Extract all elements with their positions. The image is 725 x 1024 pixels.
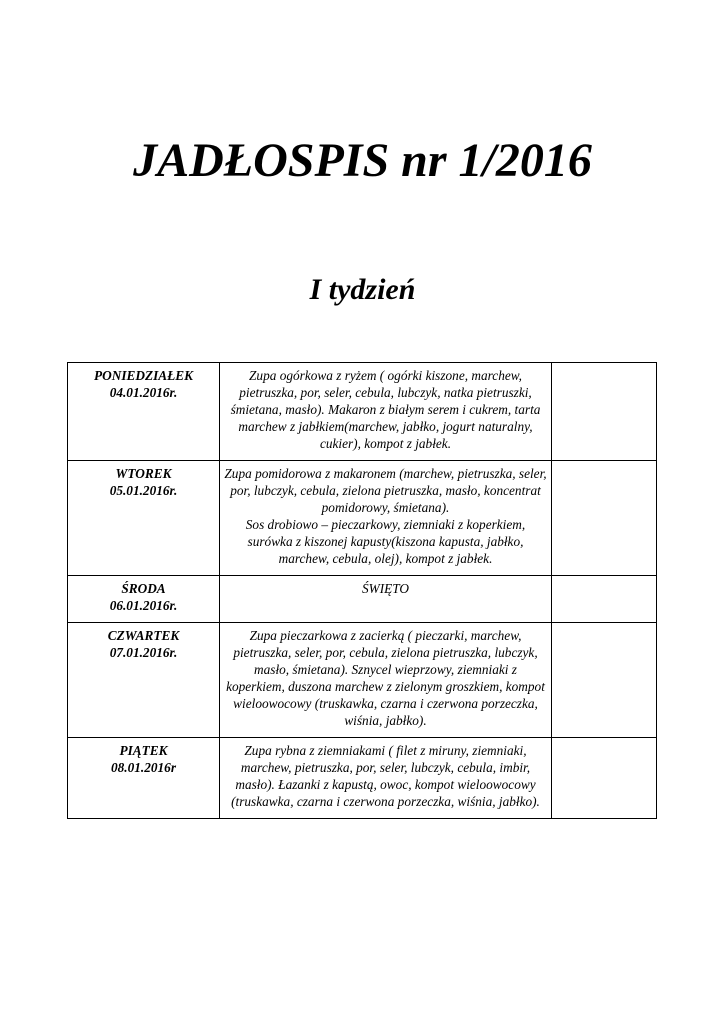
empty-cell <box>552 623 657 738</box>
day-date: 08.01.2016r <box>110 760 176 775</box>
empty-cell <box>552 738 657 819</box>
day-name: ŚRODA <box>121 581 166 596</box>
meal-cell <box>220 623 552 738</box>
meal-cell <box>220 461 552 576</box>
day-date: 06.01.2016r. <box>109 598 178 613</box>
meal-description: ŚWIĘTO <box>361 581 410 596</box>
empty-cell <box>552 461 657 576</box>
meal-description-second: Sos drobiowo – pieczarkowy, ziemniaki z koperkiem, surówka z kiszonej kapusty(kiszona kapusta, jabłko, marchew, cebula, olej), kompot z jabłek. <box>245 517 526 566</box>
menu-table <box>67 362 657 819</box>
day-date: 07.01.2016r. <box>109 645 178 660</box>
day-cell <box>68 623 220 738</box>
day-name: CZWARTEK <box>107 628 180 643</box>
day-cell <box>68 576 220 623</box>
day-date: 05.01.2016r. <box>109 483 178 498</box>
day-name: PIĄTEK <box>119 743 168 758</box>
week-subtitle: I tydzień <box>309 273 416 306</box>
table-row <box>68 461 657 576</box>
meal-cell <box>220 576 552 623</box>
table-row <box>68 738 657 819</box>
meal-description: Zupa pomidorowa z makaronem (marchew, pietruszka, seler, por, lubczyk, cebula, zielona pietruszka, masło, koncentrat pomidorowy, śmietana). <box>224 466 547 515</box>
empty-cell <box>552 363 657 461</box>
meal-cell <box>220 738 552 819</box>
day-date: 04.01.2016r. <box>109 385 178 400</box>
table-row <box>68 363 657 461</box>
day-cell <box>68 363 220 461</box>
meal-description: Zupa rybna z ziemniakami ( filet z miruny, ziemniaki, marchew, pietruszka, por, seler, lubczyk, cebula, imbir, masło). Łazanki z kapustą, owoc, kompot wieloowocowy (truskawka, czarna i czerwona porzeczka, wiśnia, jabłko). <box>231 743 540 809</box>
table-row <box>68 576 657 623</box>
empty-cell <box>552 576 657 623</box>
day-name: PONIEDZIAŁEK <box>94 368 193 383</box>
meal-description: Zupa ogórkowa z ryżem ( ogórki kiszone, marchew, pietruszka, por, seler, cebula, lubczyk, natka pietruszki, śmietana, masło). Makaron z białym serem i cukrem, tarta marchew z jabłkiem(marchew, jabłko, jogurt naturalny, cukier), kompot z jabłek. <box>230 368 541 451</box>
day-cell <box>68 461 220 576</box>
page-title: JADŁOSPIS nr 1/2016 <box>133 134 592 187</box>
meal-cell <box>220 363 552 461</box>
table-row <box>68 623 657 738</box>
meal-description: Zupa pieczarkowa z zacierką ( pieczarki, marchew, pietruszka, seler, por, cebula, zielona pietruszka, lubczyk, masło, śmietana). Sznycel wieprzowy, ziemniaki z koperkiem, duszona marchew z zielonym groszkiem, kompot wieloowocowy (truskawka, czarna i czerwona porzeczka, wiśnia, jabłko). <box>226 628 545 728</box>
day-cell <box>68 738 220 819</box>
day-name: WTOREK <box>115 466 172 481</box>
